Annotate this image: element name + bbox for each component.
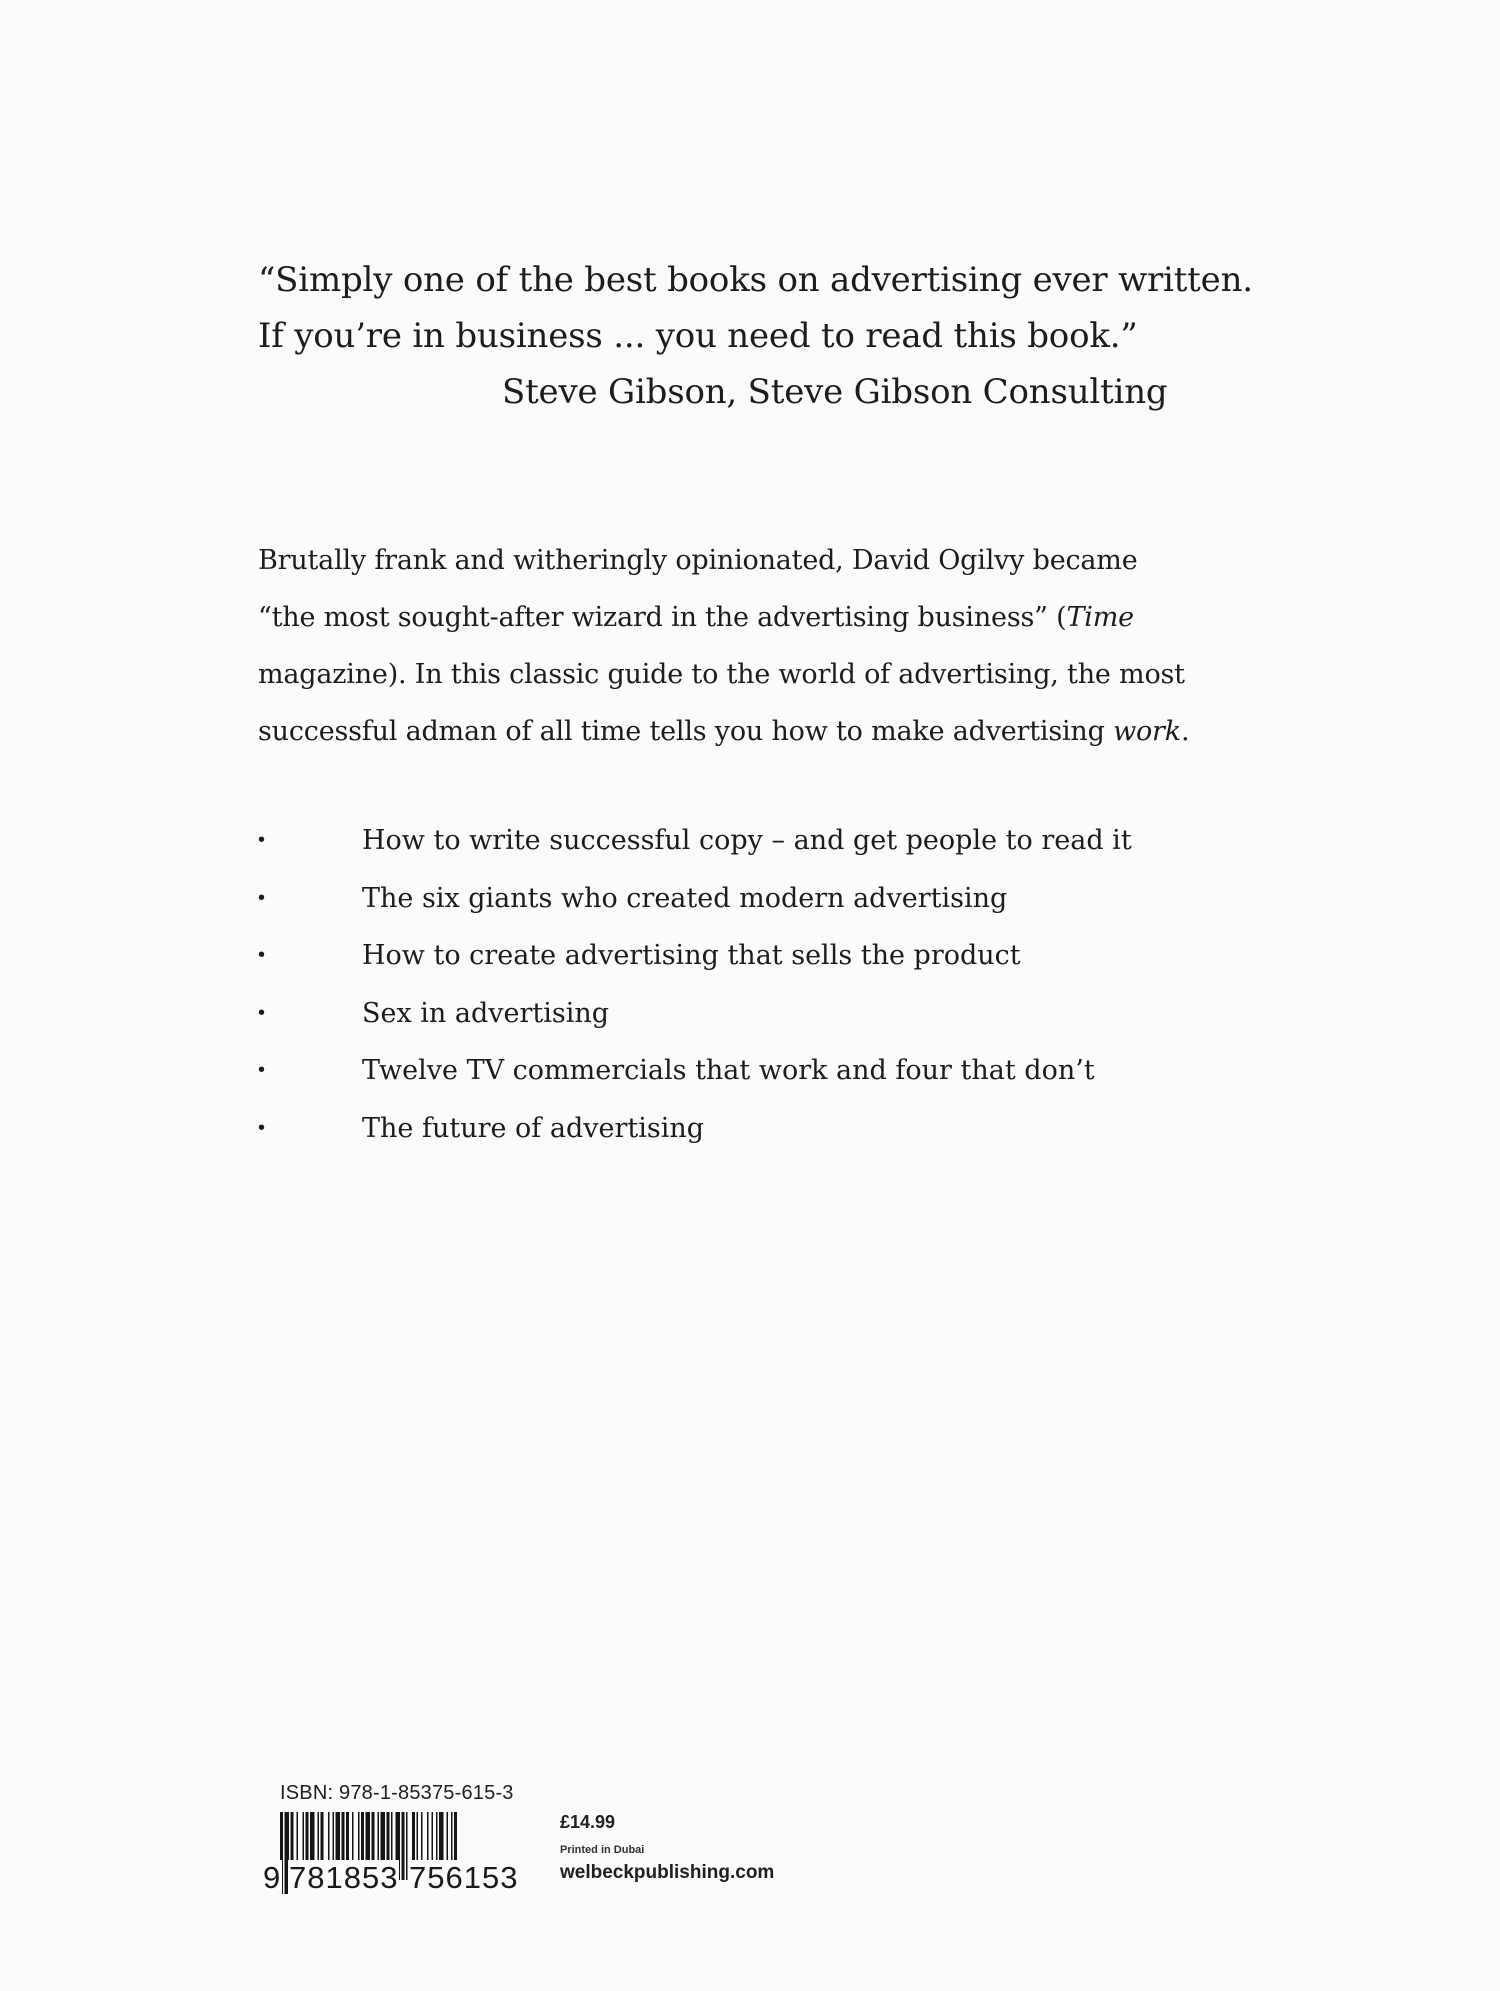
barcode-digit-group-right: 756153 xyxy=(409,1860,519,1895)
barcode-digit-group-left: 781853 xyxy=(289,1860,399,1895)
description-line: magazine). In this classic guide to the world of advertising, the most xyxy=(258,659,1185,690)
bullet-icon: • xyxy=(258,1059,266,1081)
description-text: “the most sought-after wizard in the advertising business” ( xyxy=(258,602,1067,633)
description-text: successful adman of all time tells you how to make advertising xyxy=(258,716,1114,747)
quote-line: If you’re in business ... you need to read this book.” xyxy=(258,316,1138,356)
quote-attribution: Steve Gibson, Steve Gibson Consulting xyxy=(502,372,1168,412)
list-item-text: How to create advertising that sells the product xyxy=(362,940,1021,971)
endorsement-quote xyxy=(258,252,1358,420)
list-item-text: The six giants who created modern advertising xyxy=(362,882,1008,914)
list-item-text: How to write successful copy – and get people to read it xyxy=(362,825,1132,856)
publisher-url: welbeckpublishing.com xyxy=(560,1862,775,1883)
price-label: £14.99 xyxy=(560,1812,616,1832)
bullet-icon: • xyxy=(258,1116,266,1139)
description-line xyxy=(258,589,1268,646)
printed-in-label: Printed in Dubai xyxy=(560,1844,645,1856)
description-italic-text: Time xyxy=(1066,602,1134,633)
bullet-icon: • xyxy=(258,886,266,909)
description-text: . xyxy=(1180,716,1190,747)
list-item-text: The future of advertising xyxy=(362,1112,705,1144)
list-item-text: Twelve TV commercials that work and four that don’t xyxy=(362,1055,1095,1086)
book-description xyxy=(258,532,1268,760)
bullet-icon: • xyxy=(258,1001,266,1024)
barcode-digit-lead: 9 xyxy=(263,1860,282,1895)
bullet-icon: • xyxy=(258,944,266,966)
quote-line: “Simply one of the best books on advertising ever written. xyxy=(258,260,1253,300)
bullet-icon: • xyxy=(258,829,266,851)
list-item-text: Sex in advertising xyxy=(362,997,610,1029)
description-line xyxy=(258,703,1268,760)
isbn-label: ISBN: 978-1-85375-615-3 xyxy=(280,1782,514,1804)
description-italic-text: work xyxy=(1113,716,1181,747)
description-line: Brutally frank and witheringly opinionated, David Ogilvy became xyxy=(258,545,1138,576)
barcode-bar xyxy=(402,1812,405,1880)
